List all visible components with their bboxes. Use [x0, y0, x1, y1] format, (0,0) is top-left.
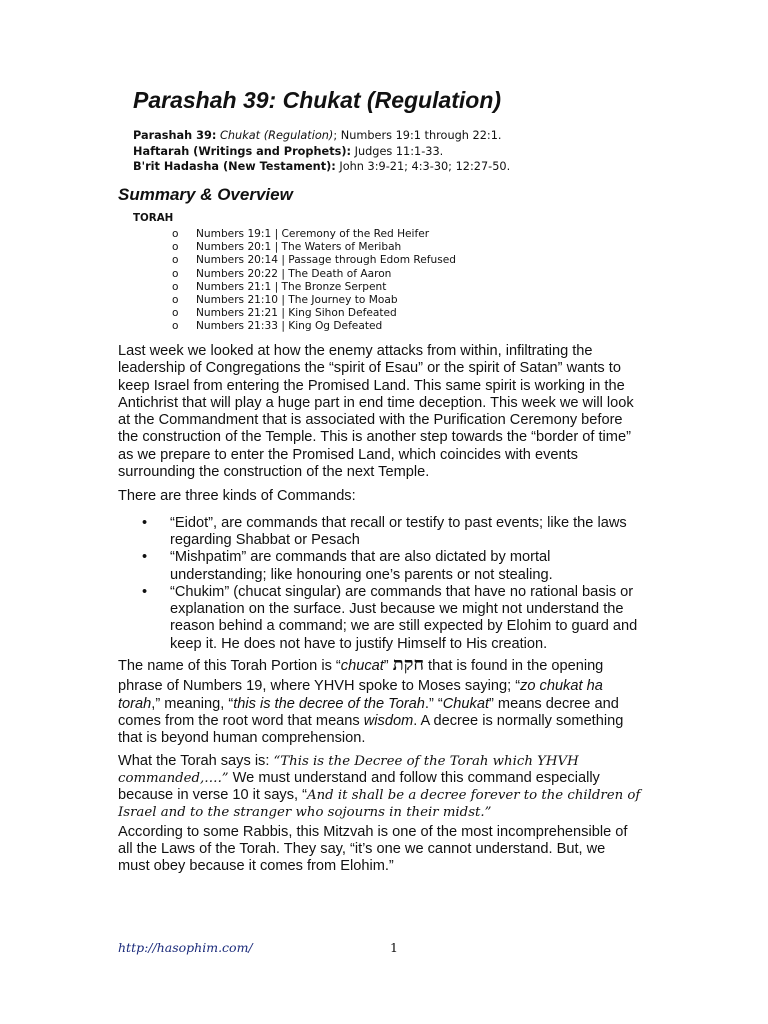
command-line: understanding; like honouring one’s parents or not stealing. — [170, 566, 553, 583]
torah-list — [172, 228, 456, 334]
command-line: regarding Shabbat or Pesach — [170, 531, 360, 548]
command-item — [142, 515, 718, 550]
commands-list — [118, 515, 718, 653]
text-run: And it shall be a decree forever to the children of — [307, 788, 641, 804]
bullet-dot-icon: • — [142, 549, 148, 566]
bullet-circle-icon: o — [172, 307, 179, 320]
torah-list-item — [172, 241, 456, 254]
page-number: 1 — [390, 940, 398, 955]
footer-link[interactable]: http://hasophim.com/ — [118, 940, 253, 955]
text-run: phrase of Numbers 19, where YHVH spoke to Moses saying; “ — [118, 678, 521, 695]
torah-list-item — [172, 307, 456, 320]
rabbis-line: all the Laws of the Torah. They say, “it’s one we cannot understand. But, we — [118, 841, 606, 858]
intro-line: keep Israel from entering the Promised Land. This same spirit is working in the — [118, 377, 625, 394]
text-run: wisdom — [363, 712, 414, 729]
hebrew-word: חקת — [392, 654, 424, 676]
bullet-circle-icon: o — [172, 267, 179, 280]
paragraph-name — [118, 656, 718, 747]
text-run: .” “ — [424, 695, 443, 712]
text-run — [118, 713, 718, 730]
paragraph-torah-says — [118, 753, 718, 822]
bullet-circle-icon: o — [172, 320, 179, 333]
text-run: ” — [383, 658, 393, 675]
text-run — [118, 678, 718, 695]
command-line: “Eidot”, are commands that recall or testify to past events; like the laws — [170, 514, 627, 531]
text-run: “This is the Decree of the Torah which YHVH — [273, 753, 579, 769]
text-run: torah — [118, 695, 152, 712]
command-text — [170, 549, 553, 584]
bullet-circle-icon: o — [172, 254, 179, 267]
torah-item-text: Numbers 21:21 | King Sihon Defeated — [196, 307, 397, 320]
paragraph-intro — [118, 343, 718, 481]
intro-line: as we prepare to enter the Promised Land, which coincides with events — [118, 446, 578, 463]
command-line: “Chukim” (chucat singular) are commands that have no rational basis or — [170, 583, 634, 600]
torah-label: TORAH — [133, 212, 174, 224]
text-run: that is found in the opening — [423, 658, 604, 675]
ref-brit-hadasha: B'rit Hadasha (New Testament): John 3:9-21; 4:3-30; 12:27-50. — [133, 160, 511, 173]
torah-list-item — [172, 281, 456, 294]
text-run: Chukat — [442, 695, 490, 712]
text-run — [118, 770, 718, 787]
command-text — [170, 515, 627, 550]
command-item — [142, 549, 718, 584]
text-run: commanded,….” — [118, 770, 229, 786]
scripture-references — [133, 128, 510, 175]
bullet-circle-icon: o — [172, 228, 179, 240]
ref-haftarah: Haftarah (Writings and Prophets): Judges 11:1-33. — [133, 144, 444, 158]
text-run — [118, 696, 718, 713]
rabbis-line: According to some Rabbis, this Mitzvah is one of the most incomprehensible of — [118, 823, 628, 840]
text-run: that is beyond human comprehension. — [118, 730, 366, 747]
torah-list-item — [172, 294, 456, 307]
intro-line: at the Commandment that is associated with the Purification Ceremony before — [118, 412, 623, 429]
intro-line: the construction of the Temple. This is another step towards the “border of time” — [118, 429, 631, 446]
command-line: explanation on the surface. Just because we might not understand the — [170, 601, 624, 618]
bullet-dot-icon: • — [142, 514, 148, 531]
torah-item-text: Numbers 20:22 | The Death of Aaron — [196, 267, 392, 280]
text-run: ” means decree and — [489, 695, 619, 712]
intro-line: leadership of Congregations the “spirit of Esau” or the spirit of Satan” wants to — [118, 360, 621, 377]
torah-list-item — [172, 268, 456, 281]
bullet-dot-icon: • — [142, 583, 148, 600]
paragraph-rabbis — [118, 824, 718, 876]
text-run: because in verse 10 it says, “ — [118, 787, 307, 804]
intro-line: surrounding the construction of the next Temple. — [118, 464, 430, 481]
text-run: Israel and to the stranger who sojourns in their midst.” — [118, 805, 492, 821]
ref-parashah: Parashah 39: Chukat (Regulation); Numbers 19:1 through 22:1. — [133, 129, 502, 142]
intro-line: Antichrist that will play a huge part in end time deception. This week we will look — [118, 394, 634, 411]
text-run — [118, 753, 718, 770]
text-run: What the Torah says is: — [118, 752, 274, 769]
torah-item-text: Numbers 21:33 | King Og Defeated — [196, 320, 383, 333]
torah-item-text: Numbers 21:1 | The Bronze Serpent — [196, 280, 387, 293]
summary-heading: Summary & Overview — [118, 185, 293, 204]
text-run: zo chukat ha — [520, 678, 603, 695]
bullet-circle-icon: o — [172, 294, 179, 307]
text-run: this is the decree of the Torah — [233, 695, 425, 712]
bullet-circle-icon: o — [172, 280, 179, 293]
text-run: comes from the root word that means — [118, 712, 364, 729]
text-run: . A decree is normally something — [413, 712, 624, 729]
torah-list-item — [172, 254, 456, 267]
paragraph-commands-intro: There are three kinds of Commands: — [118, 488, 356, 505]
page-title: Parashah 39: Chukat (Regulation) — [133, 87, 502, 113]
torah-list-item — [172, 228, 456, 241]
torah-item-text: Numbers 20:14 | Passage through Edom Refused — [196, 254, 457, 267]
command-line: reason behind a command; we are still expected by Elohim to guard and — [170, 618, 638, 635]
torah-item-text: Numbers 21:10 | The Journey to Moab — [196, 294, 398, 307]
text-run: ,” meaning, “ — [151, 695, 234, 712]
bullet-circle-icon: o — [172, 241, 179, 254]
text-run: We must understand and follow this command especially — [228, 769, 600, 786]
command-line: “Mishpatim” are commands that are also dictated by mortal — [170, 549, 551, 566]
torah-list-item — [172, 320, 456, 333]
text-run: chucat — [340, 658, 384, 675]
text-run — [118, 656, 718, 675]
torah-item-text: Numbers 19:1 | Ceremony of the Red Heifer — [196, 228, 430, 240]
rabbis-line: must obey because it comes from Elohim.” — [118, 858, 394, 875]
command-text — [170, 584, 637, 653]
intro-line: Last week we looked at how the enemy attacks from within, infiltrating the — [118, 343, 593, 359]
text-run: The name of this Torah Portion is “ — [118, 658, 341, 675]
text-run — [118, 787, 718, 804]
command-line: keep it. He does not have to justify Himself to His creation. — [170, 635, 548, 652]
body-text — [118, 343, 718, 876]
torah-item-text: Numbers 20:1 | The Waters of Meribah — [196, 241, 402, 254]
command-item — [142, 584, 718, 653]
text-run — [118, 804, 718, 821]
